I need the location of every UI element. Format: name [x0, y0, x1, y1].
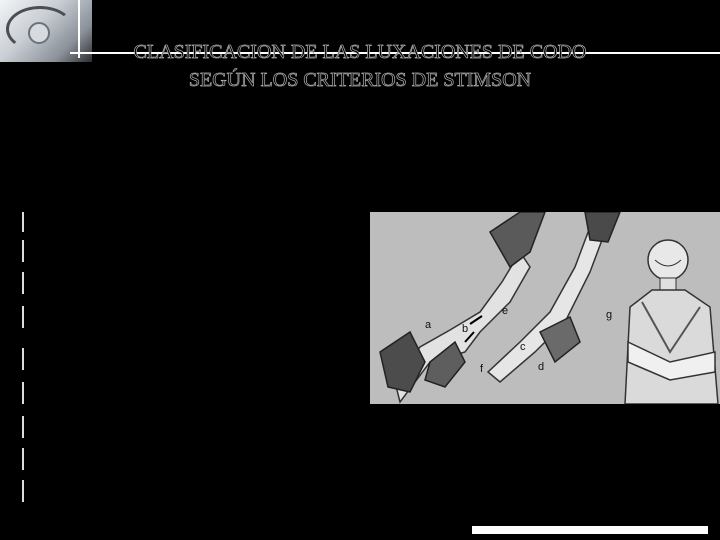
- treatment-item: Tracción longitudinal: [28, 455, 158, 471]
- stethoscope-bell: [28, 22, 50, 44]
- figure-label: c: [520, 341, 526, 353]
- slide-title-line-1: CLASIFICACION DE LAS LUXACIONES DE CODO: [133, 41, 587, 63]
- footer-bar: [472, 526, 708, 534]
- diagnostic-heading: Diagnostico Radiológico: [28, 215, 178, 231]
- figure-label: a: [425, 319, 432, 331]
- diagnostic-item: Olécranon: atrás o al lado del condilo: [28, 279, 253, 295]
- bullet-bar: [22, 240, 24, 262]
- bullet-bar: [22, 382, 24, 404]
- figure-label: d: [538, 361, 545, 373]
- bullet-bar: [22, 306, 24, 328]
- treatment-item: Reducción Cerrada: [28, 389, 144, 405]
- figure-label: b: [462, 323, 469, 335]
- bullet-bar: [22, 348, 24, 370]
- figure-label: g: [606, 309, 613, 321]
- bullet-bar: [22, 212, 24, 232]
- bullet-bar: [22, 480, 24, 502]
- figure-label: f: [480, 363, 484, 375]
- elbow-reduction-illustration: [370, 212, 720, 404]
- diagnostic-item: externo del humero .: [28, 313, 153, 329]
- section-heading: IV. LUXACION LATERAL O EXTERNA: [28, 181, 286, 197]
- bullet-bar: [22, 272, 24, 294]
- slide-title-line-2: SEGÚN LOS CRITERIOS DE STIMSON: [188, 69, 532, 91]
- treatment-item: Inmovilización con yeso, cabestrillo y fisioterapia: [28, 423, 328, 439]
- slide-title: [70, 38, 650, 94]
- treatment-heading: Tratamiento o Conducta: [28, 357, 174, 373]
- bullet-bar: [22, 416, 24, 438]
- diagnostic-item: Proyección AP: [28, 247, 118, 263]
- bullet-bar: [22, 448, 24, 470]
- figure-label: e: [502, 305, 509, 317]
- treatment-item: Tracción abierta cuando hay compromiso neurovascular: [28, 487, 365, 503]
